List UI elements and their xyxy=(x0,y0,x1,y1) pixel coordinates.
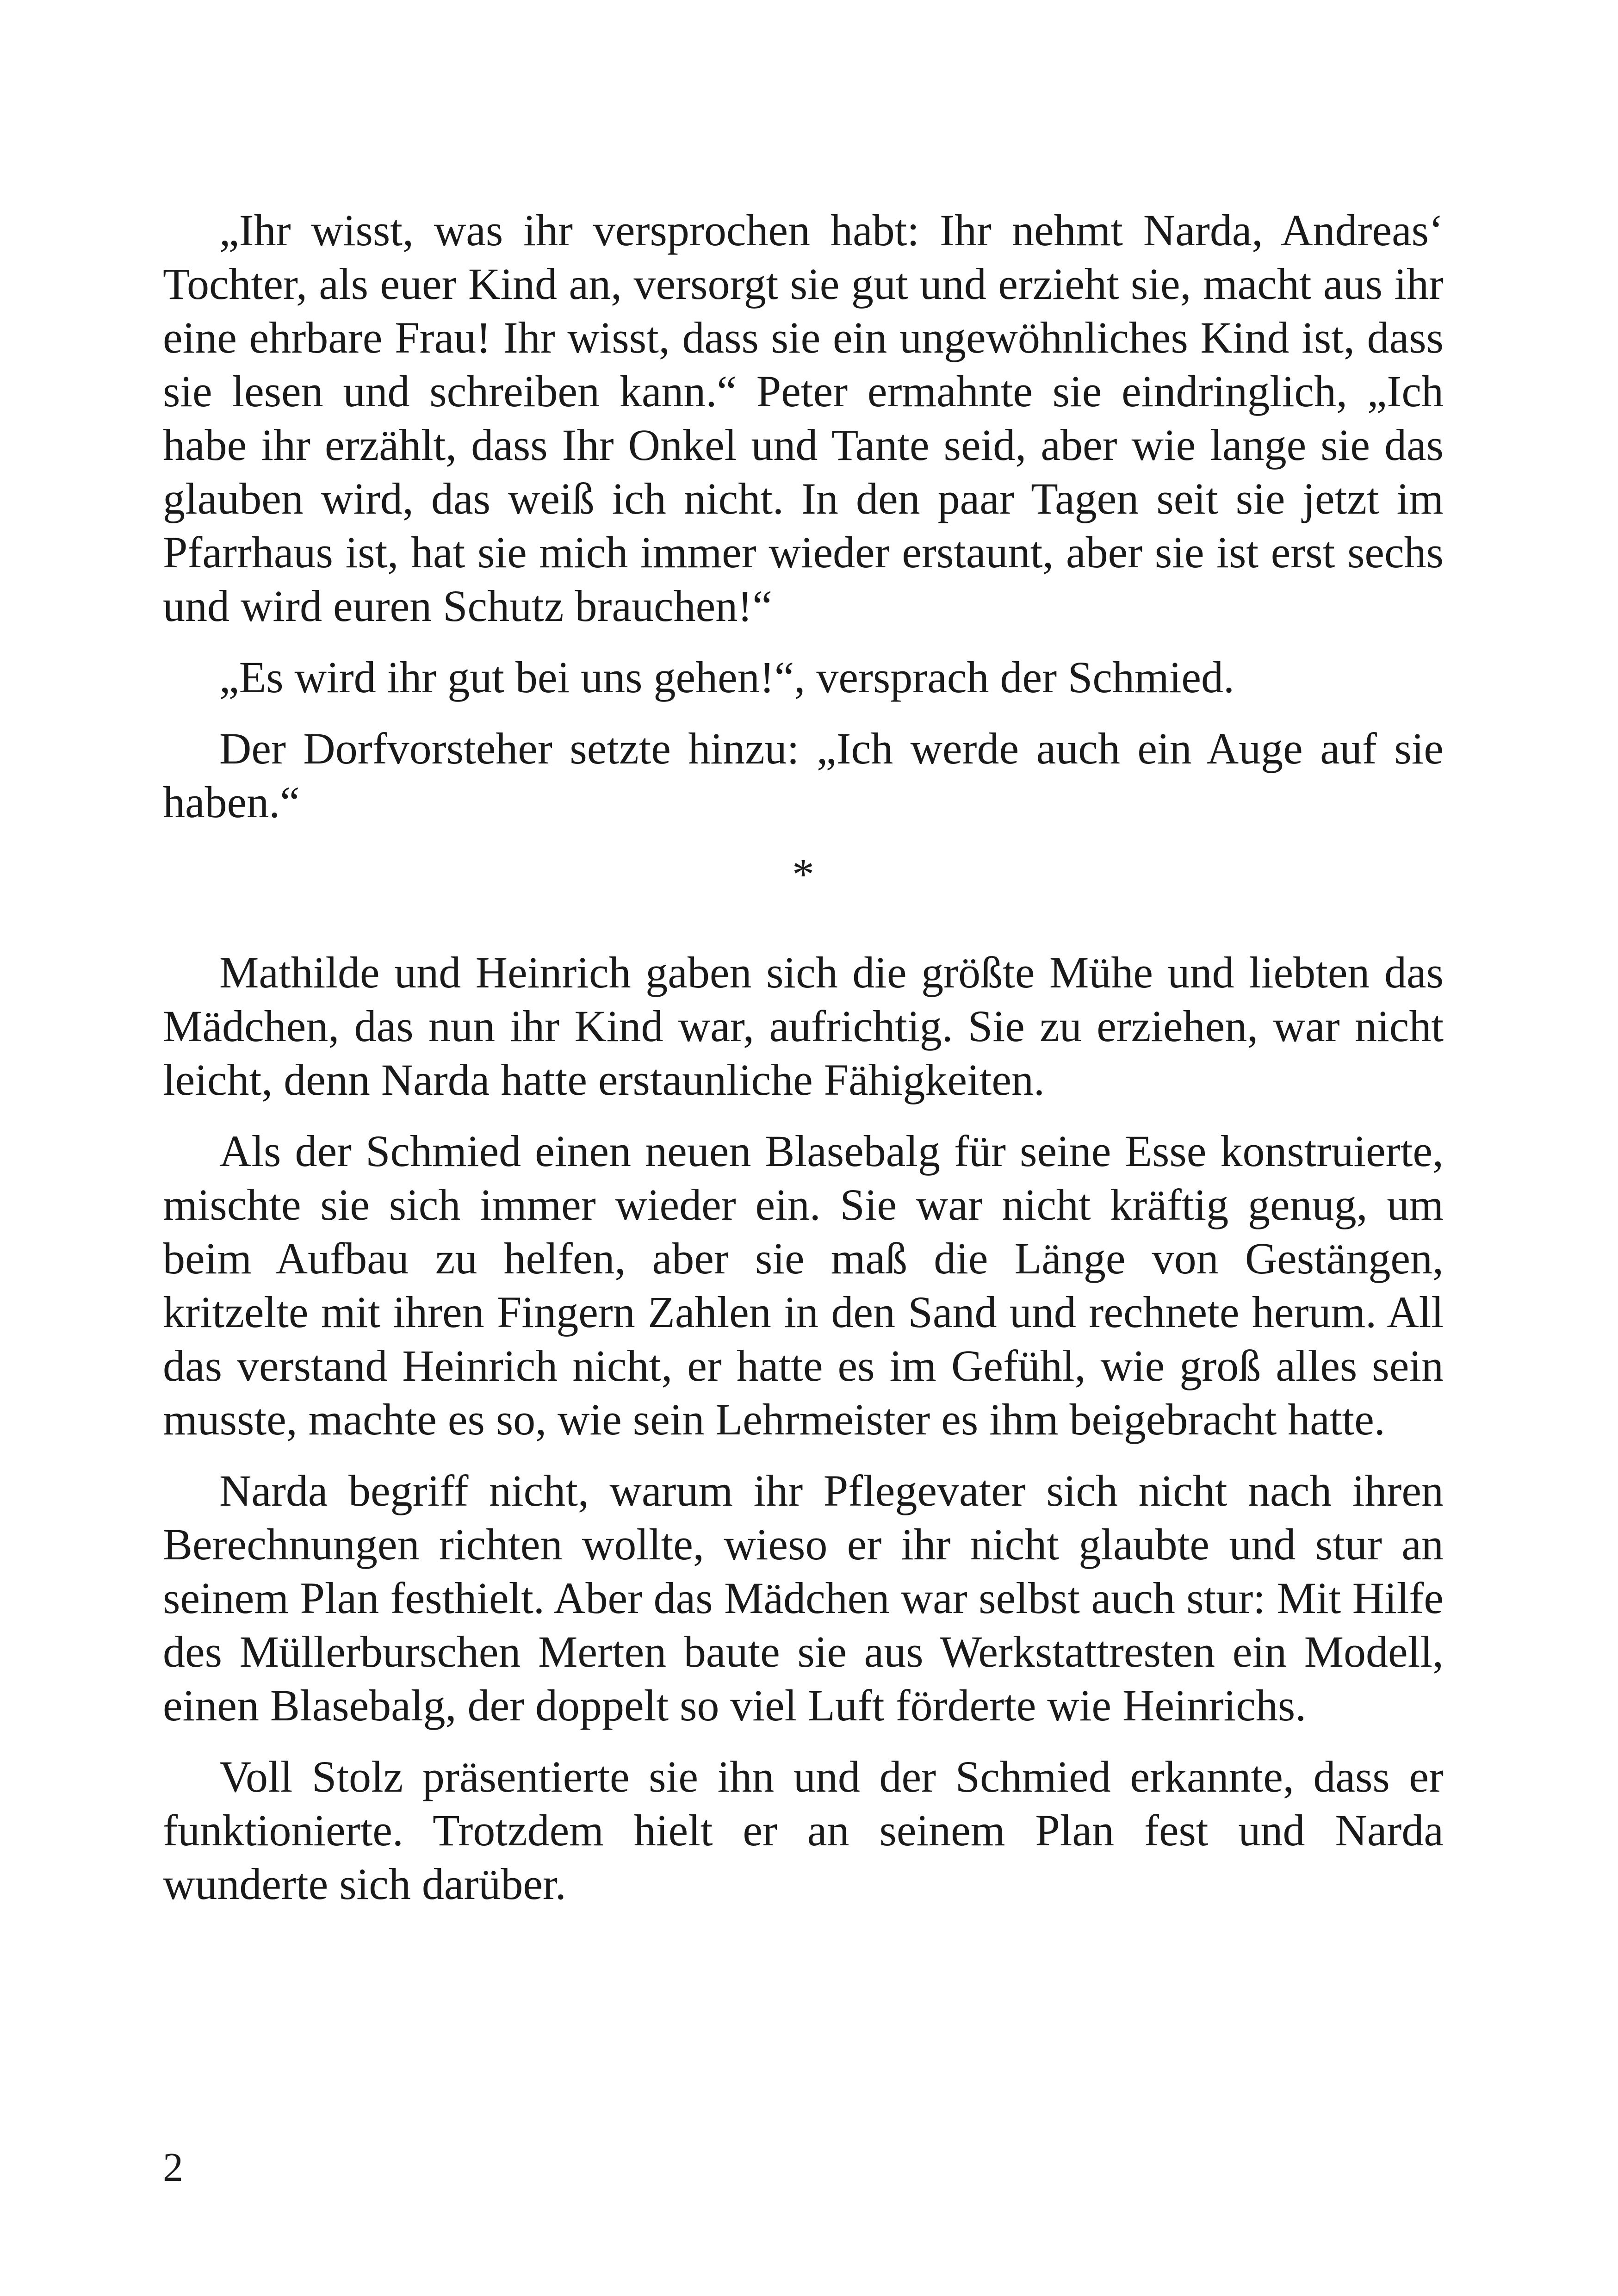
paragraph: Der Dorfvorsteher setzte hinzu: „Ich werde auch ein Auge auf sie haben.“ xyxy=(163,724,1444,827)
page-body xyxy=(163,204,1444,1929)
paragraph: Mathilde und Heinrich gaben sich die größte Mühe und liebten das Mädchen, das nun ihr Kind war, aufrichtig. Sie zu erziehen, war nicht leicht, denn Narda hatte erstaunliche Fähigkeiten. xyxy=(163,948,1444,1105)
section-separator: * xyxy=(792,850,814,899)
page-number: 2 xyxy=(163,2145,183,2190)
paragraph: „Ihr wisst, was ihr versprochen habt: Ihr nehmt Narda, Andreas‘ Tochter, als euer Kind an, versorgt sie gut und erzieht sie, macht aus ihr eine ehrbare Frau! Ihr wisst, dass sie ein ungewöhnliches Kind ist, dass sie lesen und schreiben kann.“ Peter ermahnte sie eindringlich, „Ich habe ihr erzählt, dass Ihr Onkel und Tante seid, aber wie lange sie das glauben wird, das weiß ich nicht. In den paar Tagen seit sie jetzt im Pfarrhaus ist, hat sie mich immer wieder erstaunt, aber sie ist erst sechs und wird euren Schutz brauchen!“ xyxy=(163,205,1444,631)
paragraph: Voll Stolz präsentierte sie ihn und der Schmied erkannte, dass er funktionierte. Trotzdem hielt er an seinem Plan fest und Narda wunderte sich darüber. xyxy=(163,1752,1444,1909)
paragraph: Als der Schmied einen neuen Blasebalg für seine Esse konstruierte, mischte sie sich immer wieder ein. Sie war nicht kräftig genug, um beim Aufbau zu helfen, aber sie maß die Länge von Gestängen, kritzelte mit ihren Fingern Zahlen in den Sand und rechnete herum. All das verstand Heinrich nicht, er hatte es im Gefühl, wie groß alles sein musste, machte es so, wie sein Lehrmeister es ihm beigebracht hatte. xyxy=(163,1126,1444,1444)
paragraph: „Es wird ihr gut bei uns gehen!“, versprach der Schmied. xyxy=(219,652,1234,702)
paragraph: Narda begriff nicht, warum ihr Pflegevater sich nicht nach ihren Berechnungen richten wollte, wieso er ihr nicht glaubte und stur an seinem Plan festhielt. Aber das Mädchen war selbst auch stur: Mit Hilfe des Müllerburschen Merten baute sie aus Werkstattresten ein Modell, einen Blasebalg, der doppelt so viel Luft förderte wie Heinrichs. xyxy=(163,1466,1444,1730)
